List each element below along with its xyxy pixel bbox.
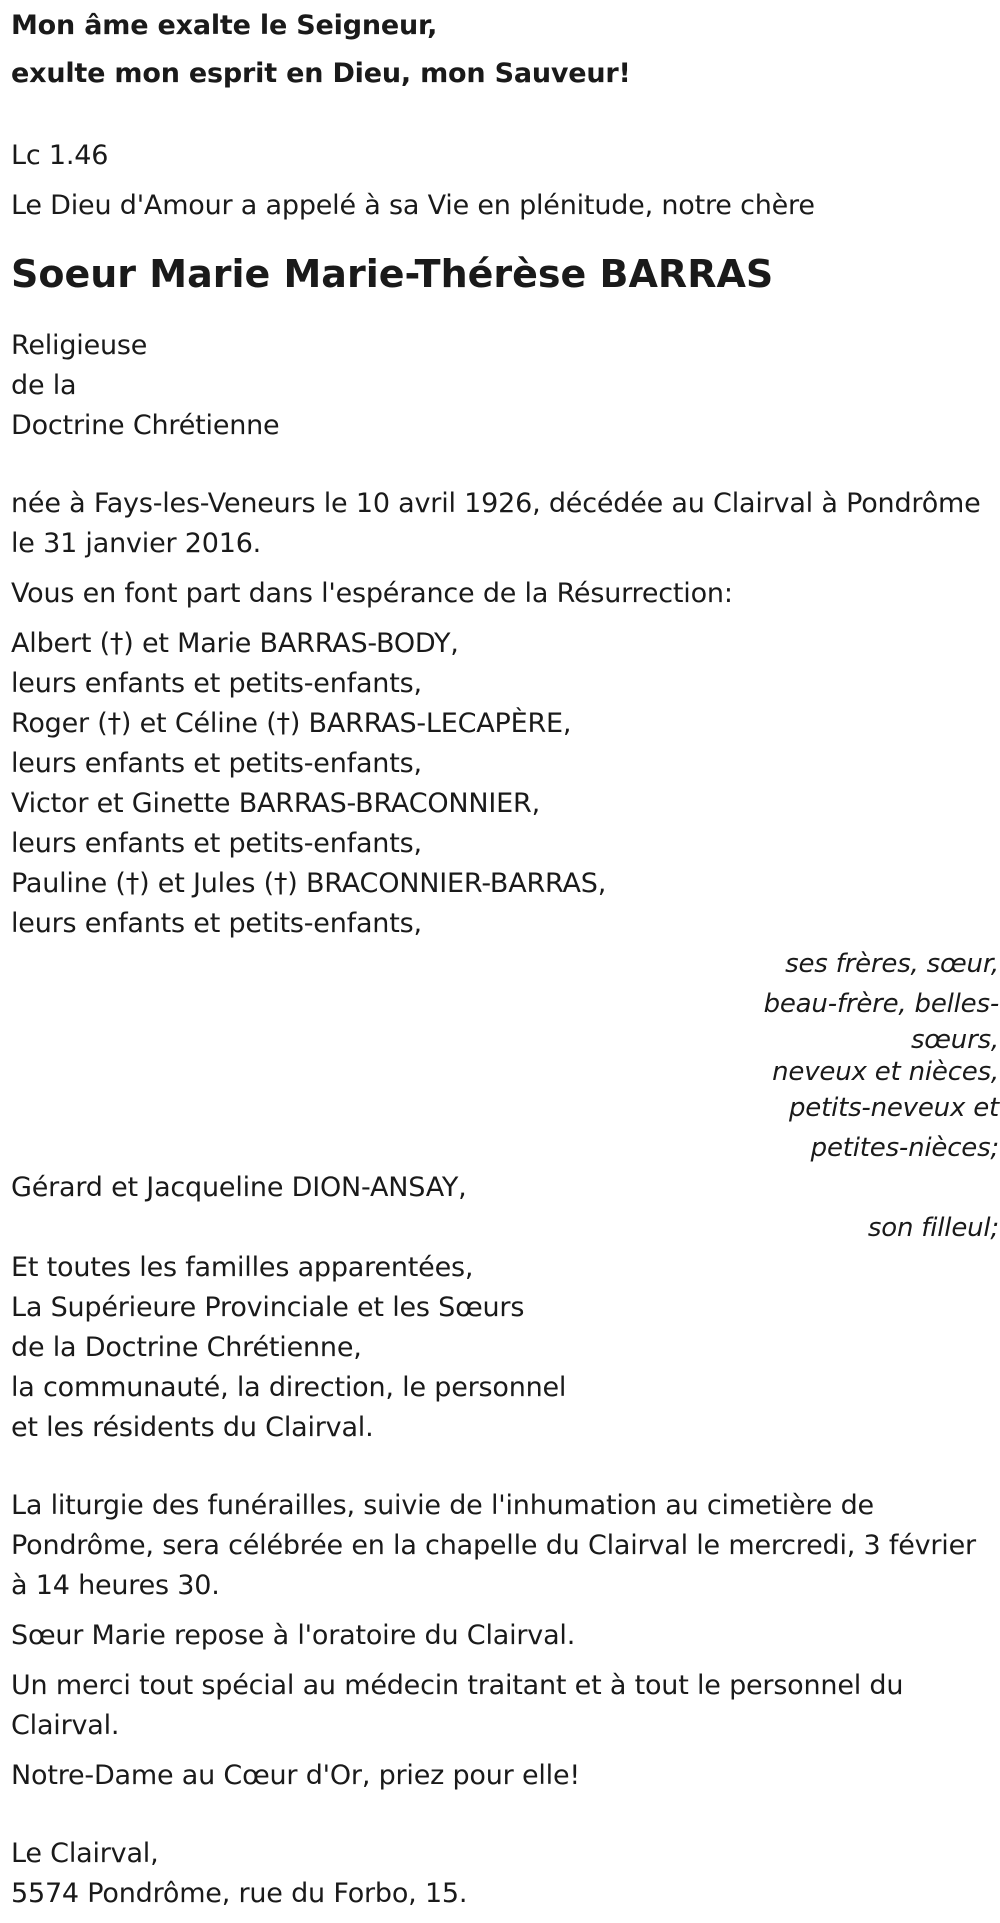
rest-location: Sœur Marie repose à l'oratoire du Clairval. <box>11 1620 576 1651</box>
funeral-line-3: à 14 heures 30. <box>11 1570 220 1601</box>
verse-line-1: Mon âme exalte le Seigneur, <box>11 10 438 41</box>
family-list <box>11 624 991 944</box>
thanks-line-1: Un merci tout spécial au médecin traitant et à tout le personnel du <box>11 1670 904 1701</box>
dates-line-2: le 31 janvier 2016. <box>11 528 262 559</box>
family-line: Albert (†) et Marie BARRAS-BODY, <box>11 628 459 659</box>
family-line: leurs enfants et petits-enfants, <box>11 748 422 779</box>
announcement-line: Vous en font part dans l'espérance de la Résurrection: <box>11 578 733 609</box>
others-line: La Supérieure Provinciale et les Sœurs <box>11 1292 525 1323</box>
nephews-line: neveux et nièces, <box>772 1057 999 1087</box>
godson-relation <box>11 1208 999 1248</box>
closing-prayer: Notre-Dame au Cœur d'Or, priez pour elle! <box>11 1760 580 1791</box>
dates-line-1: née à Fays-les-Veneurs le 10 avril 1926, décédée au Clairval à Pondrôme <box>11 488 981 519</box>
obituary-document <box>11 0 999 1914</box>
address-line-2: 5574 Pondrôme, rue du Forbo, 15. <box>11 1878 468 1909</box>
role-line-1: Religieuse <box>11 330 148 361</box>
role-line-3: Doctrine Chrétienne <box>11 410 280 441</box>
siblings-line-1: ses frères, sœur, <box>785 949 999 979</box>
family-line: leurs enfants et petits-enfants, <box>11 828 422 859</box>
family-line: leurs enfants et petits-enfants, <box>11 908 422 939</box>
verse-line-2: exulte mon esprit en Dieu, mon Sauveur! <box>11 58 631 89</box>
relations-column <box>11 944 999 1168</box>
grandnephews-line-2: petites-nièces; <box>810 1133 999 1163</box>
others-line: et les résidents du Clairval. <box>11 1412 374 1443</box>
others-list <box>11 1248 991 1448</box>
funeral-line-1: La liturgie des funérailles, suivie de l'inhumation au cimetière de <box>11 1490 874 1521</box>
family-line: Roger (†) et Céline (†) BARRAS-LECAPÈRE, <box>11 708 572 739</box>
intro-text: Le Dieu d'Amour a appelé à sa Vie en plénitude, notre chère <box>11 190 815 221</box>
siblings-relation <box>759 944 999 1056</box>
religious-role <box>11 326 991 446</box>
siblings-line-3: sœurs, <box>910 1025 999 1055</box>
family-line: leurs enfants et petits-enfants, <box>11 668 422 699</box>
address <box>11 1834 991 1914</box>
family-line: Pauline (†) et Jules (†) BRACONNIER-BARRAS, <box>11 868 607 899</box>
role-line-2: de la <box>11 370 77 401</box>
deceased-name: Soeur Marie Marie-Thérèse BARRAS <box>11 252 774 296</box>
siblings-line-2: beau-frère, belles- <box>763 989 999 1019</box>
thanks-note <box>11 1666 991 1746</box>
nephews-relation <box>759 1056 999 1168</box>
birth-death-dates <box>11 484 991 564</box>
address-line-1: Le Clairval, <box>11 1838 159 1869</box>
funeral-line-2: Pondrôme, sera célébrée en la chapelle du Clairval le mercredi, 3 février <box>11 1530 976 1561</box>
opening-verse <box>11 2 991 98</box>
grandnephews-line-1: petits-neveux et <box>788 1093 999 1123</box>
family-line: Victor et Ginette BARRAS-BRACONNIER, <box>11 788 540 819</box>
godson-relation-text: son filleul; <box>867 1213 999 1243</box>
funeral-details <box>11 1486 991 1606</box>
thanks-line-2: Clairval. <box>11 1710 120 1741</box>
godson-row <box>11 1168 999 1248</box>
godson-name: Gérard et Jacqueline DION-ANSAY, <box>11 1172 467 1203</box>
others-line: Et toutes les familles apparentées, <box>11 1252 474 1283</box>
others-line: la communauté, la direction, le personnel <box>11 1372 567 1403</box>
scripture-reference: Lc 1.46 <box>11 140 109 171</box>
others-line: de la Doctrine Chrétienne, <box>11 1332 362 1363</box>
